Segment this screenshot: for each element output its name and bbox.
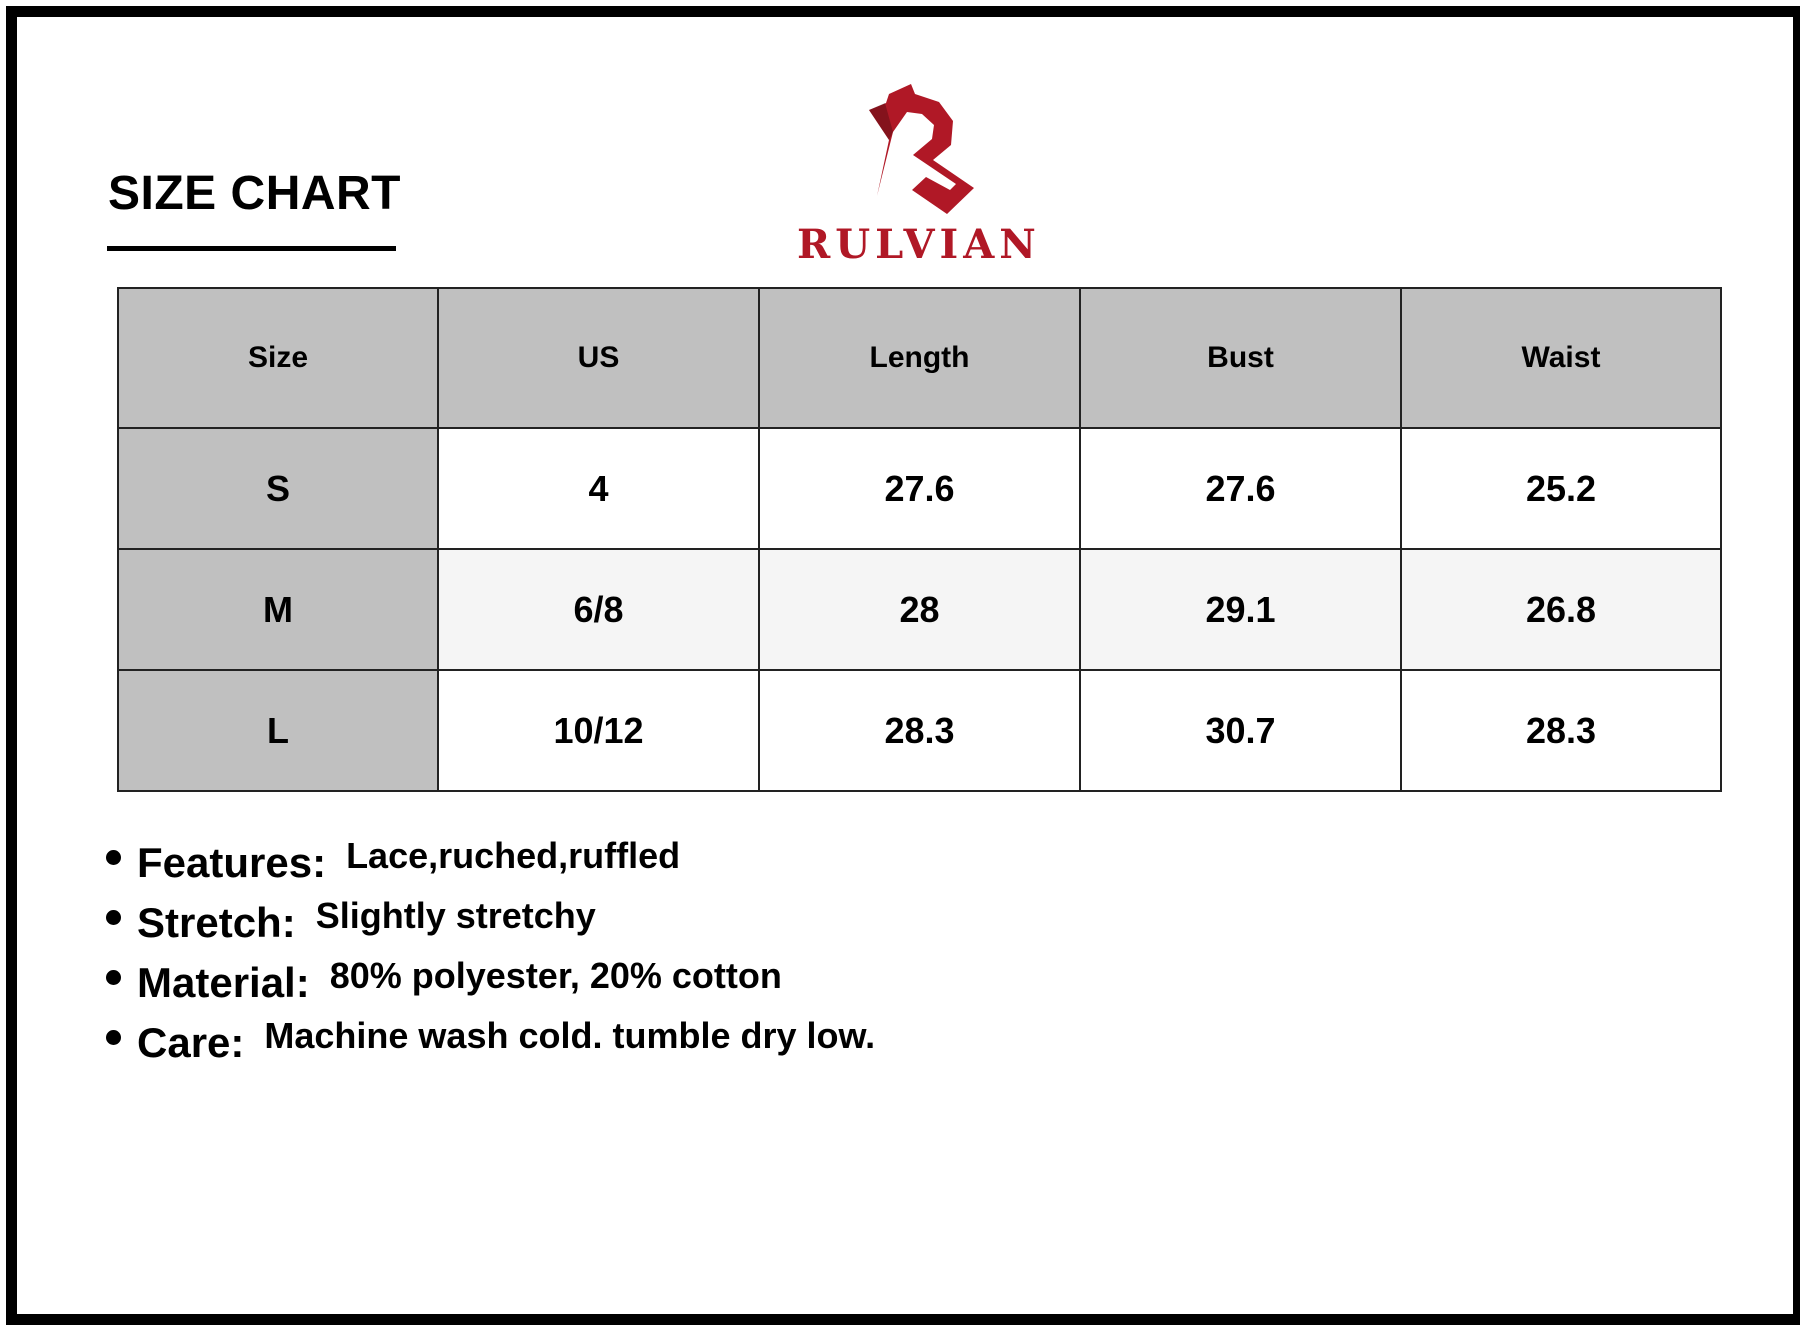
bullet-icon bbox=[106, 910, 121, 925]
column-header-us: US bbox=[438, 288, 759, 428]
table-cell: 27.6 bbox=[759, 428, 1080, 549]
brand-name: RULVIAN bbox=[797, 221, 1041, 268]
spec-item-features bbox=[106, 835, 875, 895]
table-cell: 28.3 bbox=[759, 670, 1080, 791]
table-cell: 27.6 bbox=[1080, 428, 1401, 549]
page-title: SIZE CHART bbox=[108, 167, 401, 220]
table-cell: 10/12 bbox=[438, 670, 759, 791]
size-table bbox=[117, 287, 1722, 792]
spec-item-care bbox=[106, 1015, 875, 1075]
column-header-bust: Bust bbox=[1080, 288, 1401, 428]
spec-item-stretch bbox=[106, 895, 875, 955]
bullet-icon bbox=[106, 970, 121, 985]
table-cell: 29.1 bbox=[1080, 549, 1401, 670]
spec-label: Stretch: bbox=[137, 899, 296, 946]
spec-value: 80% polyester, 20% cotton bbox=[329, 955, 782, 996]
table-cell: 28.3 bbox=[1401, 670, 1721, 791]
brand-logo-icon bbox=[849, 81, 989, 221]
spec-item-material bbox=[106, 955, 875, 1015]
table-header-row bbox=[118, 288, 1721, 428]
table-row bbox=[118, 670, 1721, 791]
column-header-size: Size bbox=[118, 288, 438, 428]
spec-label: Features: bbox=[137, 839, 327, 886]
spec-label: Care: bbox=[137, 1019, 245, 1066]
column-header-length: Length bbox=[759, 288, 1080, 428]
table-row bbox=[118, 549, 1721, 670]
table-cell: 25.2 bbox=[1401, 428, 1721, 549]
table-cell: 28 bbox=[759, 549, 1080, 670]
title-underline bbox=[107, 246, 396, 251]
size-label-cell: S bbox=[118, 428, 438, 549]
table-cell: 4 bbox=[438, 428, 759, 549]
column-header-waist: Waist bbox=[1401, 288, 1721, 428]
bullet-icon bbox=[106, 1030, 121, 1045]
spec-value: Machine wash cold. tumble dry low. bbox=[264, 1015, 876, 1056]
spec-value: Lace,ruched,ruffled bbox=[346, 835, 681, 876]
table-cell: 30.7 bbox=[1080, 670, 1401, 791]
spec-label: Material: bbox=[137, 959, 310, 1006]
size-label-cell: M bbox=[118, 549, 438, 670]
spec-value: Slightly stretchy bbox=[315, 895, 596, 936]
bullet-icon bbox=[106, 850, 121, 865]
product-spec-list bbox=[106, 835, 875, 1075]
size-label-cell: L bbox=[118, 670, 438, 791]
table-cell: 6/8 bbox=[438, 549, 759, 670]
page-frame bbox=[6, 6, 1800, 1325]
table-row bbox=[118, 428, 1721, 549]
table-cell: 26.8 bbox=[1401, 549, 1721, 670]
